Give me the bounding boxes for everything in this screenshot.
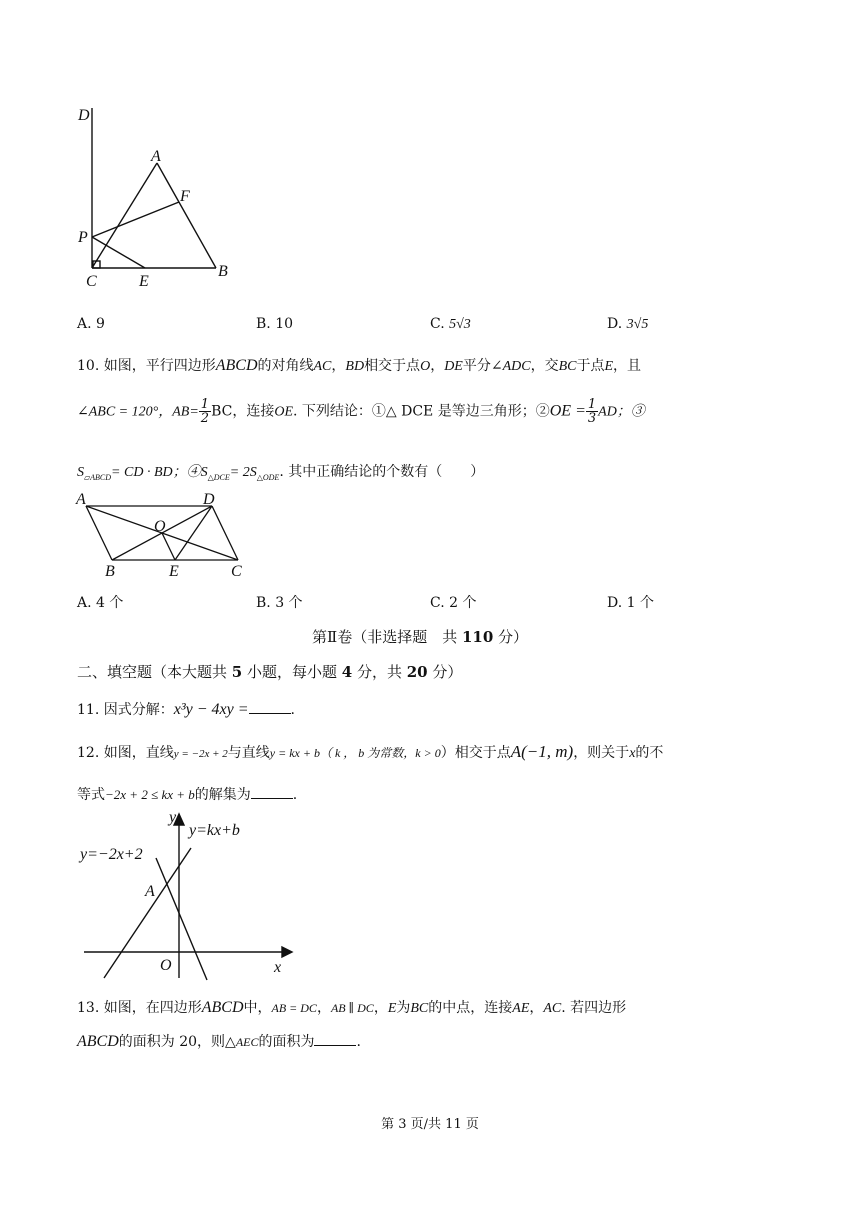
q9-option-b: B. 10 <box>256 316 294 332</box>
q12-line2: 等式−2x + 2 ≤ kx + b的解集为 . <box>77 787 298 803</box>
q12-label-o: O <box>160 957 172 974</box>
q10-figure <box>72 488 252 583</box>
q9-option-d: D. 3√5 <box>607 316 649 332</box>
q10-line1: 10. 如图，平行四边形ABCD的对角线AC，BD相交于点O，DE平分∠ADC，交BC于点E，且 <box>77 357 642 374</box>
q13-answer-blank[interactable] <box>314 1033 356 1046</box>
q9-label-b: B <box>218 263 228 280</box>
q12-label-y: y <box>169 809 177 826</box>
q12-figure <box>76 808 296 983</box>
q9-label-a: A <box>151 148 161 165</box>
q10-label-d: D <box>203 491 215 508</box>
q10-option-d: D. 1 个 <box>607 595 654 611</box>
q9-label-f: F <box>180 188 190 205</box>
section-subtitle: 二、填空题（本大题共 5 小题，每小题 4 分，共 20 分） <box>77 663 463 681</box>
q10-label-o: O <box>154 518 166 535</box>
q12-label-kx-b: y=kx+b <box>189 822 240 839</box>
q10-line3: $S_{▱ABCD}=$ CD · BD；$④S_{\triangle DCE}= 2S_{\triangle ODE}$. 其中正确结论的个数有（ ） <box>77 464 485 482</box>
q12-label-neg2x: y=−2x+2 <box>80 846 143 863</box>
section-title: 第Ⅱ卷（非选择题 共 110 分） <box>312 628 529 646</box>
q9-label-e: E <box>139 273 149 290</box>
q9-label-d: D <box>78 107 90 124</box>
q12-line1: 12. 如图，直线y = −2x + 2与直线y = kx + b（ k ， b 为常数，k > 0）相交于点A(−1, m)，则关于x的不 <box>77 742 664 761</box>
q12-answer-blank[interactable] <box>251 786 293 799</box>
q11-answer-blank[interactable] <box>249 701 291 714</box>
q10-label-c: C <box>231 563 242 580</box>
q9-option-c: C. 5√3 <box>430 316 471 332</box>
q10-label-b: B <box>105 563 115 580</box>
q9-option-a: A. 9 <box>77 316 105 332</box>
q9-figure <box>70 100 240 295</box>
q11-line: 11. 因式分解：x³y − 4xy = . <box>77 701 295 718</box>
page-footer: 第 3 页/共 11 页 <box>381 1117 479 1132</box>
q10-label-a: A <box>76 491 86 508</box>
q12-label-x: x <box>274 959 282 976</box>
q13-line1: 13. 如图，在四边形ABCD中，AB = DC，AB ∥ DC，E为BC的中点，连接AE，AC. 若四边形 <box>77 999 627 1016</box>
q10-label-e: E <box>169 563 179 580</box>
q10-line2: ∠ABC = 120°，AB= $\frac{1}{2}$ BC，连接OE. 下列结论：①△ DCE 是等边三角形；②OE = $\frac{1}{3}$ AD；③ <box>77 397 645 426</box>
q12-label-a: A <box>145 883 155 900</box>
q10-option-c: C. 2 个 <box>430 595 477 611</box>
q9-label-p: P <box>78 229 88 246</box>
q10-option-b: B. 3 个 <box>256 595 303 611</box>
q13-line2: ABCD的面积为 20，则△AEC的面积为 . <box>77 1033 361 1050</box>
q9-label-c: C <box>86 273 97 290</box>
q10-option-a: A. 4 个 <box>77 595 124 611</box>
